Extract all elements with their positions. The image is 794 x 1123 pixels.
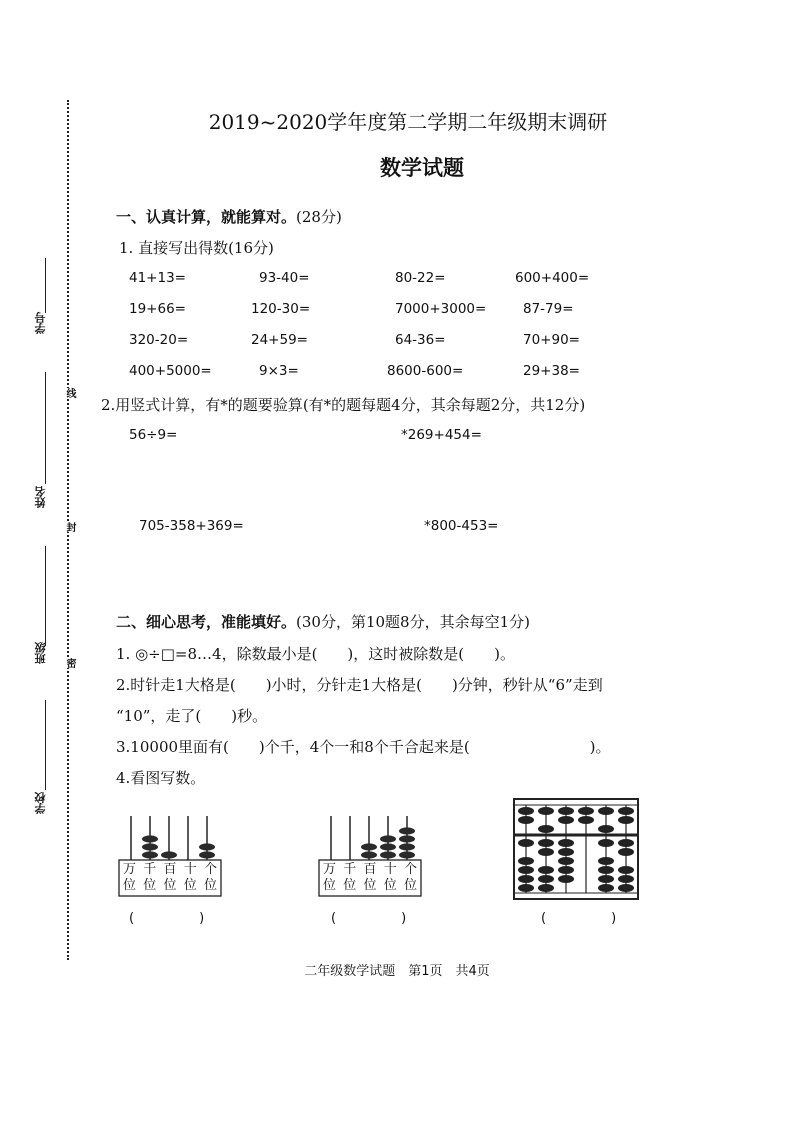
place-label: 位 [203, 878, 217, 893]
section2-score: (30分，第10题8分，其余每空1分) [296, 613, 530, 631]
student-id-label: 学号 [34, 312, 47, 334]
s2-q2-line1: 2.时针走1大格是( )小时，分针走1大格是( )分钟，秒针从“6”走到 [116, 676, 603, 694]
calc-item: 24+59= [251, 332, 308, 348]
abacus-bead [142, 843, 158, 850]
abacus-bead [380, 851, 396, 858]
abacus-1-labels [120, 862, 220, 894]
abacus-bead [399, 827, 415, 834]
calc-item: 8600-600= [387, 363, 464, 379]
calc-item: 70+90= [523, 332, 580, 348]
name-label: 姓名 [34, 486, 47, 508]
place-label: 位 [383, 878, 397, 893]
calc-item: 87-79= [523, 301, 574, 317]
place-label: 十 [183, 862, 197, 877]
s2-q3: 3.10000里面有( )个千，4个一和8个千合起来是( )。 [116, 738, 611, 756]
place-label: 位 [403, 878, 417, 893]
exam-subtitle: 数学试题 [380, 155, 464, 180]
place-label: 十 [383, 862, 397, 877]
school-label: 学校 [34, 792, 47, 814]
calc-item: 400+5000= [129, 363, 212, 379]
place-label: 位 [123, 878, 137, 893]
section2-heading-text: 二、细心思考，准能填好。 [116, 613, 297, 631]
abacus-bead [380, 835, 396, 842]
abacus-3 [512, 797, 640, 903]
abacus-bead [142, 851, 158, 858]
calc-item: 600+400= [515, 270, 590, 286]
calc-item: 7000+3000= [395, 301, 487, 317]
answer-paren: ( ) [129, 911, 205, 926]
vertical-calc-item: *800-453= [424, 518, 499, 534]
place-label: 位 [343, 878, 357, 893]
section1-heading [116, 206, 342, 227]
exam-title: 2019~2020学年度第二学期二年级期末调研 [208, 110, 608, 134]
place-label: 百 [163, 862, 177, 877]
q2-label: 2.用竖式计算，有*的题要验算(有*的题每题4分，其余每题2分，共12分) [101, 396, 586, 414]
calc-item: 9×3= [259, 363, 299, 379]
abacus-bead [361, 843, 377, 850]
calc-item: 19+66= [129, 301, 186, 317]
section1-score: (28分) [296, 208, 342, 226]
place-label: 千 [343, 862, 357, 877]
abacus-2-labels [320, 862, 420, 894]
place-label: 位 [163, 878, 177, 893]
abacus-bead [399, 843, 415, 850]
abacus-bead [361, 851, 377, 858]
class-label: 班级 [34, 642, 47, 664]
s2-q1: 1. ◎÷□=8…4，除数最小是( )，这时被除数是( )。 [116, 645, 515, 663]
place-label: 万 [123, 862, 137, 877]
abacus-bead [399, 851, 415, 858]
school-blank [45, 700, 46, 790]
answer-paren: ( ) [331, 911, 407, 926]
place-label: 千 [143, 862, 157, 877]
name-blank [45, 372, 46, 484]
seal-mark-xian: 线 [64, 388, 75, 398]
abacus-bead [199, 851, 215, 858]
calc-item: 120-30= [251, 301, 311, 317]
page-footer: 二年级数学试题 第1页 共4页 [304, 964, 490, 979]
class-blank [45, 546, 46, 646]
abacus-1-beads [142, 835, 215, 858]
place-label: 百 [363, 862, 377, 877]
abacus-bead [380, 843, 396, 850]
calc-item: 41+13= [129, 270, 186, 286]
place-label: 个 [403, 862, 417, 877]
calc-item: 320-20= [129, 332, 189, 348]
place-label: 位 [143, 878, 157, 893]
abacus-bead [199, 843, 215, 850]
place-label: 位 [363, 878, 377, 893]
vertical-calc-item: 705-358+369= [139, 518, 244, 534]
place-label: 个 [203, 862, 217, 877]
vertical-calc-item: 56÷9= [129, 427, 178, 443]
student-id-blank [45, 258, 46, 313]
answer-paren: ( ) [541, 911, 617, 926]
calc-item: 80-22= [395, 270, 446, 286]
abacus-bead [399, 835, 415, 842]
abacus-bead [142, 835, 158, 842]
q1-label: 1. 直接写出得数(16分) [119, 239, 274, 257]
place-label: 位 [323, 878, 337, 893]
s2-q2-line2: “10”，走了( )秒。 [116, 707, 268, 725]
calc-item: 29+38= [523, 363, 580, 379]
place-label: 万 [323, 862, 337, 877]
place-label: 位 [183, 878, 197, 893]
section1-heading-text: 一、认真计算，就能算对。 [116, 208, 297, 226]
seal-mark-mi: 密 [64, 658, 75, 668]
vertical-calc-item: *269+454= [401, 427, 482, 443]
seal-mark-feng: 封 [64, 522, 75, 532]
section2-heading [116, 611, 530, 632]
abacus-bead [161, 851, 177, 858]
calc-item: 64-36= [395, 332, 446, 348]
calc-item: 93-40= [259, 270, 310, 286]
s2-q4: 4.看图写数。 [116, 769, 206, 787]
